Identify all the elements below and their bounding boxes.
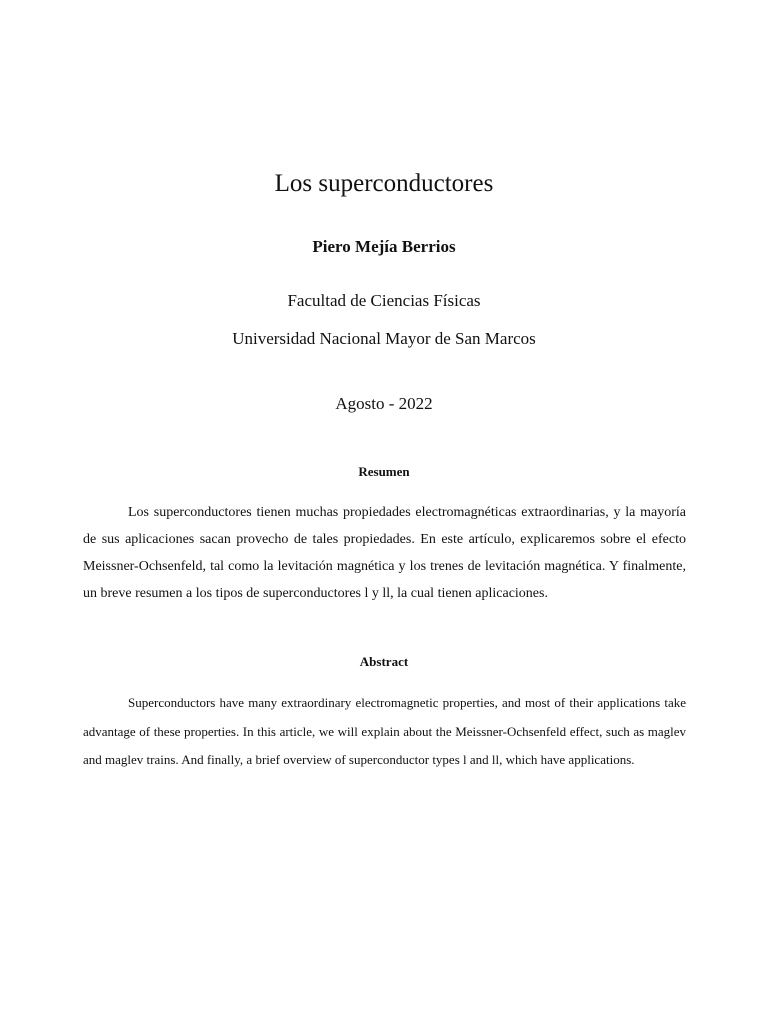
- author-name: Piero Mejía Berrios: [312, 237, 456, 256]
- resumen-paragraph: Los superconductores tienen muchas propiedades electromagnéticas extraordinarias, y la mayoría de sus aplicaciones sacan provecho de tales propiedades. En este artículo, explicaremos sobre el efecto Meissner-Ochsenfeld, tal como la levitación magnética y los trenes de levitación magnética. Y finalmente, un breve resumen a los tipos de superconductores l y ll, la cual tienen aplicaciones.: [83, 505, 686, 601]
- abstract-heading: Abstract: [359, 654, 409, 669]
- resumen-heading: Resumen: [358, 464, 410, 479]
- affiliation-university: Universidad Nacional Mayor de San Marcos: [232, 329, 536, 348]
- abstract-paragraph: Superconductors have many extraordinary electromagnetic properties, and most of their applications take advantage of these properties. In this article, we will explain about the Meissner-Ochsenfeld effect, such as maglev and maglev trains. And finally, a brief overview of superconductor types l and ll, which have applications.: [83, 695, 686, 767]
- affiliation-faculty: Facultad de Ciencias Físicas: [287, 291, 481, 310]
- paper-title: Los superconductores: [274, 170, 494, 197]
- publication-date: Agosto - 2022: [335, 394, 433, 413]
